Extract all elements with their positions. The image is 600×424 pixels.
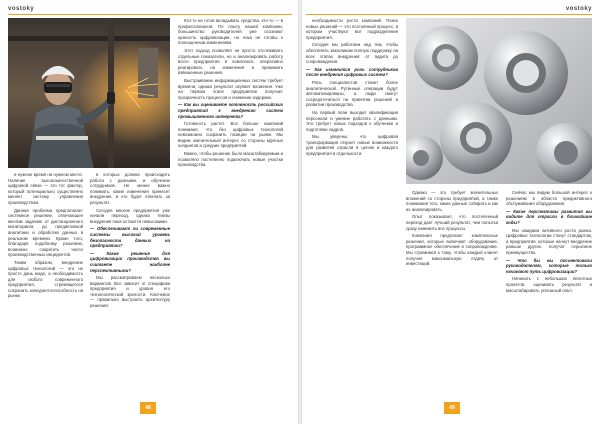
header-rule-right: [306, 14, 592, 15]
article-column-5: [406, 190, 498, 404]
page-number-left: 48: [140, 402, 156, 414]
interview-question: [506, 258, 592, 275]
paragraph: Готовность растет. Все больше компаний понимают, что без цифровых технологий невозможно сохранить позиции на рынке. Мы видим значительный интерес со стороны крупных холдингов и средних предприятий.: [178, 121, 283, 149]
paragraph: Кто-то не готов вкладывать средства, кто-то — в профессионалов. По опыту нашей компании, большинство руководителей уже осознают ценность цифровизации, но пока не готовы к полноценным изменениям.: [178, 18, 283, 46]
page-header-right: vostoky: [565, 6, 592, 12]
paragraph: Однако — это требует значительных вложений со стороны предприятий, а также понимания того, какие данные собирать и как их анализировать.: [406, 190, 498, 212]
paragraph: необходимости роста компаний. Поиск новых решений — это постоянный процесс, в котором участвуют все подразделения предприятия.: [306, 18, 398, 40]
question-text: — Обеспечивают ли современные системы высокий уровень безопасности данных на предприятии?: [90, 226, 170, 249]
paragraph: Таким образом, внедрение цифровых технологий — это не просто дань моде, а необходимость для любого современного предприятия, стремящегося сохранить конкурентоспособность на рынке.: [8, 259, 83, 299]
paragraph: Сегодня многие предприятия уже начали переход, однако темпы внедрения пока остаются невысокими.: [90, 207, 170, 224]
question-text: — Какие перспективы развития вы видите для отрасли в ближайшие годы?: [506, 208, 592, 225]
paragraph: Важно, чтобы решение было масштабируемым и позволяло постепенно подключать новые участки производства.: [178, 151, 283, 168]
interview-question: [506, 209, 592, 226]
interview-question: [90, 226, 170, 248]
article-column-6: [506, 190, 592, 404]
question-text: — Как изменится роль сотрудников после внедрения цифровых систем?: [306, 66, 398, 78]
paragraph: Опыт показывает, что постепенный переход дает лучший результат, чем попытка сразу изменить все процессы.: [406, 214, 498, 231]
question-text: — Что бы вы посоветовали руководителям, которые только начинают путь цифровизации?: [506, 257, 592, 274]
paragraph: На первый план выходит квалификация персонала и умение работать с данными. Это требует новых подходов к обучению и подготовке кадров.: [306, 109, 398, 132]
paragraph: Роль специалистов станет более аналитической. Рутинные операции будут автоматизированы, а люди смогут сосредоточиться на принятии решений и развитии производства.: [306, 79, 398, 108]
paragraph: и нужное время на нужном месте. Наличие высококачественной цифровой связи — это тот фактор, который потенциально существенно меняет систему управления производством.: [8, 172, 83, 205]
article-column-1: [8, 172, 83, 404]
page-number-right: 49: [444, 402, 460, 414]
paragraph: Начинать с небольших пилотных проектов, оценивать результат и масштабировать успешный опыт.: [506, 276, 592, 293]
paragraph: Этот подход позволяет не просто отслеживать отдельные показатели, но и анализировать работу всего предприятия в комплексе, оперативно реагировать на изменения и принимать взвешенные решения.: [178, 47, 283, 76]
worker-vr-photo: [8, 18, 170, 168]
paragraph: Данная проблема предполагает системное решение, отвечающее многим задачам: от дистанционного мониторинга до предиктивной аналитики и обработки данных в реальном времени. Кроме того, благодаря подобному решению, возможно сократить число производственных инцидентов.: [8, 207, 83, 258]
paragraph: Компания предлагает комплексные решения, которые включают оборудование, программное обеспечение и сопровождение. Мы стремимся к тому, чтобы каждый клиент получил максимальную отдачу от инвестиций.: [406, 233, 498, 267]
page-gutter: [298, 0, 302, 424]
interview-question: [90, 251, 170, 273]
article-column-4: [306, 18, 398, 404]
paragraph: Сейчас мы видим большой интерес к решениям в области предиктивного обслуживания оборудования.: [506, 190, 592, 207]
article-column-2: [90, 172, 170, 404]
paragraph: Выстраивание информационных систем требует времени, однако результат окупает вложения. Уже на первом этапе предприятие получает прозрачность процессов и снижение издержек.: [178, 77, 283, 100]
paragraph: Мы рассматриваем несколько вариантов. Все зависит от специфики предприятия и уровня его технологической зрелости. Ключевое — правильно выстроить архитектуру решения.: [90, 275, 170, 309]
question-text: — Какие решения для цифровизации производства вы считаете наиболее перспективными?: [90, 250, 170, 273]
article-column-3: [178, 18, 283, 404]
interview-question: [306, 67, 398, 78]
paragraph: Сегодня мы работаем над тем, чтобы обеспечить заказчикам полную поддержку на всех этапах внедрения: от аудита до сопровождения.: [306, 42, 398, 65]
question-text: — Как вы оцениваете готовность российских предприятий к внедрению систем промышленного интернета?: [178, 102, 283, 119]
paragraph: в которых должна происходить работа с данными, и обучение сотрудников. Не менее важно понимать, какие изменения принесет внедрение, и кто будет отвечать за результат.: [90, 172, 170, 205]
paragraph: Мы уверены, что цифровая трансформация откроет новые возможности для развития отрасли в целом и каждого предприятия в отдельности.: [306, 134, 398, 157]
steel-bearings-photo: [406, 18, 592, 184]
paragraph: Мы ожидаем активного роста рынка. Цифровые технологии станут стандартом, а предприятия, которые начнут внедрение раньше других, получат серьезное преимущество.: [506, 227, 592, 255]
page-header-left: vostoky: [8, 6, 35, 12]
interview-question: [178, 102, 283, 119]
header-rule-left: [8, 14, 292, 15]
